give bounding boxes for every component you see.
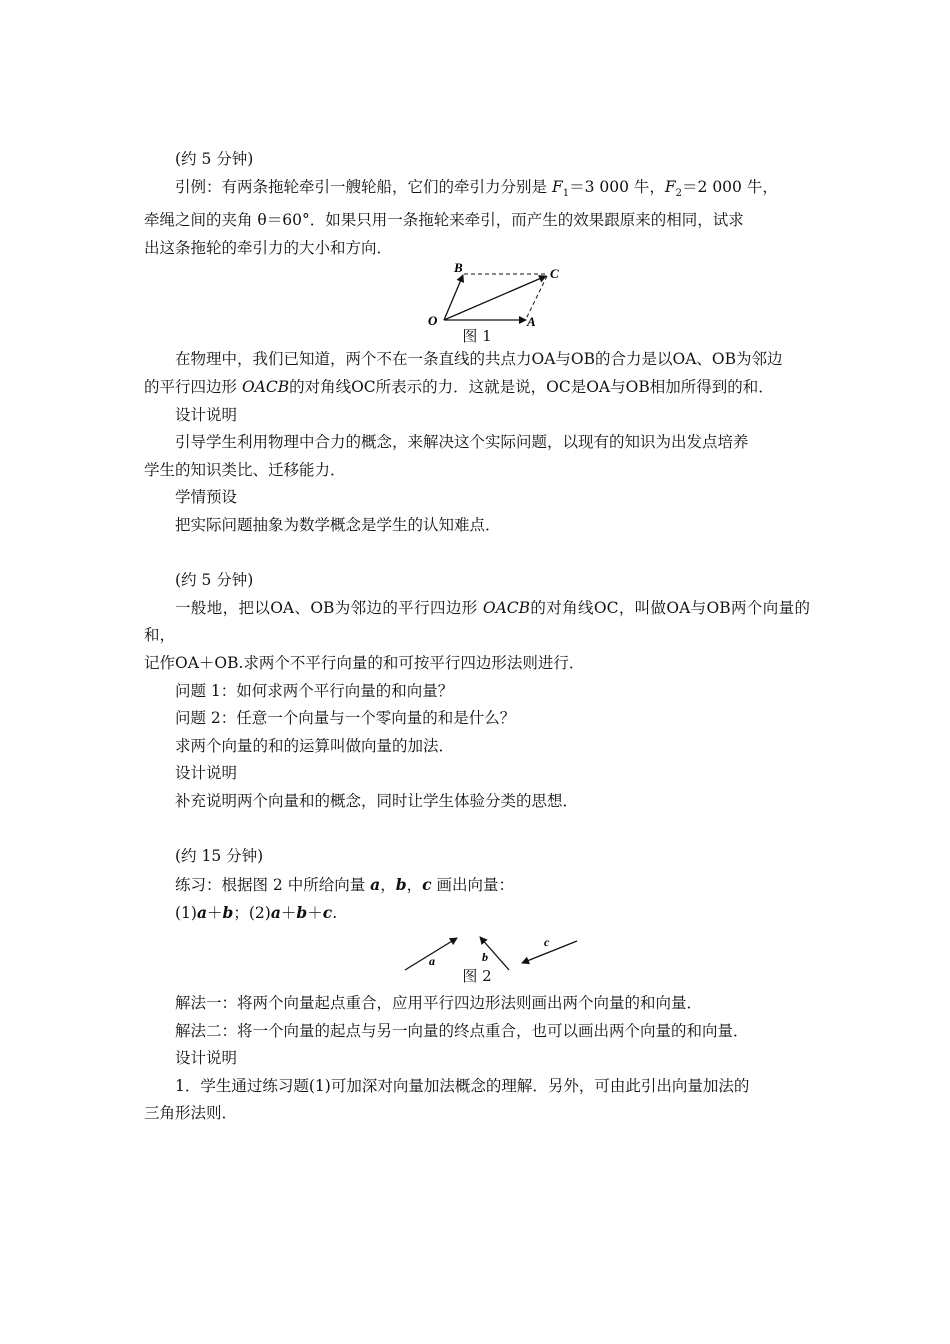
dashed-ca-line [526,276,547,319]
section1-time: (约 5 分钟) [175,150,254,168]
definition-post: 的对角线OC，叫做OA与OB两个向量的和， [144,598,810,645]
design-text-2: 补充说明两个向量和的概念，同时让学生体验分类的思想． [175,791,579,810]
force-f1-value: ＝3 000 牛， [569,177,665,196]
force-f1-subscript: 1 [562,187,570,199]
item-vector-b: b [296,903,308,923]
exercise-items [144,899,810,928]
definition-parallelogram: OACB [482,598,531,617]
item-vector-a: a [270,903,281,923]
design-line1: 引导学生利用物理中合力的概念，来解决这个实际问题，以现有的知识为出发点培养 [175,433,749,452]
example-line3: 出这条拖轮的牵引力的大小和方向． [144,238,393,257]
plus-sign: ＋ [207,904,223,923]
label-vector-c: c [544,934,550,949]
exercise-post: 画出向量： [431,875,514,894]
design-line2: 学生的知识类比、迁移能力． [144,460,346,479]
label-vector-a: a [429,953,435,968]
document-body [144,146,810,1128]
vector-c-arrow [522,941,577,963]
separator: ， [406,875,423,894]
plus-sign: ＋ [307,904,323,923]
parallelogram-diagram [426,262,576,328]
physics-line2 [144,374,810,402]
example-text: 引例：有两条拖轮牵引一艘轮船，它们的牵引力分别是 [175,177,552,196]
item-vector-b: b [222,903,234,923]
label-a: A [527,314,536,330]
solution-2: 解法二：将一个向量的起点与另一向量的终点重合，也可以画出两个向量的和向量． [175,1021,749,1040]
force-f2-subscript: 2 [675,187,683,199]
force-f2-value: ＝2 000 牛， [682,177,778,196]
exercise-pre: 练习：根据图 2 中所给向量 [175,875,371,894]
physics-line2-pre: 的平行四边形 [144,378,242,397]
label-o: O [428,313,438,329]
physics-line1: 在物理中，我们已知道，两个不在一条直线的共点力OA与OB的合力是以OA、OB为邻边 [175,350,783,369]
definition-pre: 一般地，把以OA、OB为邻边的平行四边形 [175,598,483,617]
physics-line2-post: 的对角线OC所表示的力．这就是说，OC是OA与OB相加所得到的和． [289,378,774,397]
figure-2 [144,930,810,990]
addition-definition: 求两个向量的和的运算叫做向量的加法． [175,736,455,755]
section3-time: (约 15 分钟) [175,847,264,866]
exercise-line [144,871,810,900]
section-gap [144,540,810,568]
section2-time: (约 5 分钟) [175,571,254,590]
item-2-number: ；(2) [233,904,271,923]
label-b: B [454,260,463,276]
vector-c-symbol: c [422,874,432,894]
definition-line1 [144,595,810,650]
item-vector-c: c [322,903,333,923]
vector-a-symbol: a [370,874,381,894]
label-vector-b: b [482,949,488,964]
question-1: 问题 1：如何求两个平行向量的和向量？ [175,681,454,700]
figure-2-caption: 图 2 [462,966,492,985]
preset-title: 学情预设 [175,488,238,507]
force-f2-symbol: F [664,177,676,196]
example-paragraph [144,174,810,208]
item-vector-a: a [196,903,208,923]
design-3-line2: 三角形法则． [144,1104,238,1123]
plus-sign: ＋ [280,904,297,923]
period: . [332,904,338,923]
parallelogram-name: OACB [241,378,290,397]
item-1-number: (1) [175,904,197,923]
design-title-1: 设计说明 [175,405,238,424]
design-3-line1: 1．学生通过练习题(1)可加深对向量加法概念的理解．另外，可由此引出向量加法的 [175,1076,750,1095]
figure-1 [144,262,810,346]
vector-b-symbol: b [395,874,407,894]
example-line2: 牵绳之间的夹角 θ＝60°．如果只用一条拖轮来牵引，而产生的效果跟原来的相同，试求 [144,211,744,230]
question-2: 问题 2：任意一个向量与一个零向量的和是什么？ [175,709,516,728]
design-title-3: 设计说明 [175,1049,238,1068]
force-f1-symbol: F [551,177,563,196]
figure-1-caption: 图 1 [462,327,492,346]
solution-1: 解法一：将两个向量起点重合，应用平行四边形法则画出两个向量的和向量． [175,993,703,1012]
design-title-2: 设计说明 [175,764,238,783]
preset-text: 把实际问题抽象为数学概念是学生的认知难点． [175,516,501,535]
label-c: C [550,266,559,282]
definition-line2: 记作OA＋OB.求两个不平行向量的和可按平行四边形法则进行． [144,654,585,672]
section-gap [144,816,810,844]
separator: ， [380,875,396,894]
